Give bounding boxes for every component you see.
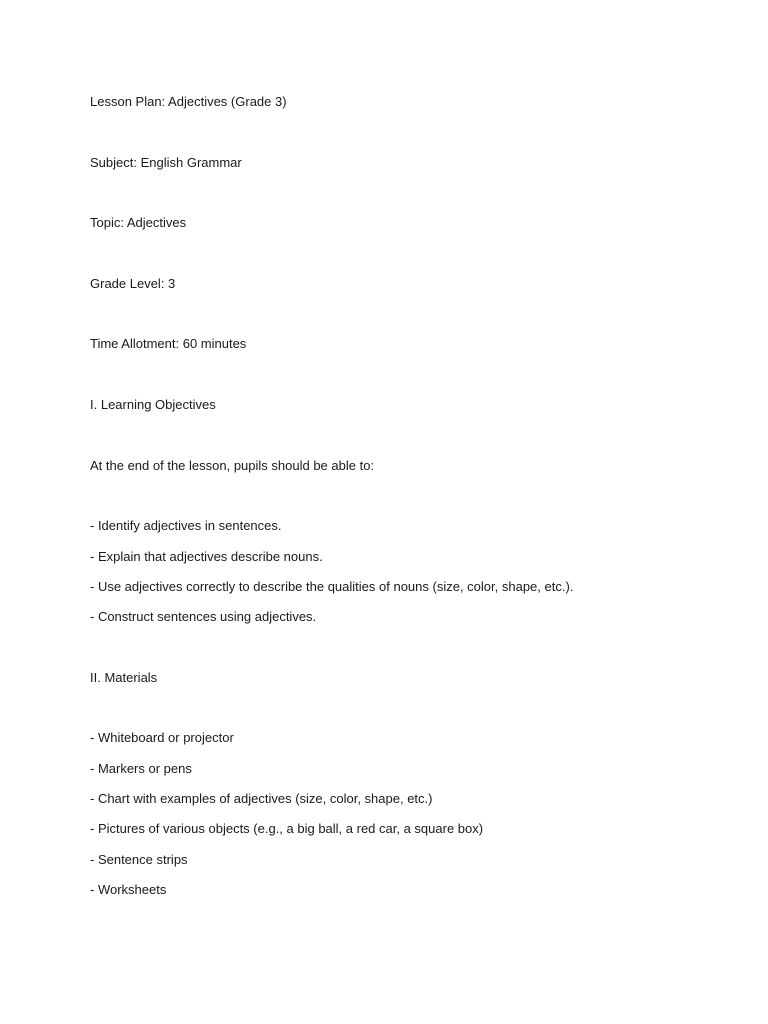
objective-item: - Explain that adjectives describe nouns.	[90, 549, 323, 564]
material-item: - Chart with examples of adjectives (size, color, shape, etc.)	[90, 791, 433, 806]
material-item: - Whiteboard or projector	[90, 730, 234, 745]
subject-line: Subject: English Grammar	[90, 155, 242, 170]
material-item: - Sentence strips	[90, 852, 188, 867]
objective-item: - Construct sentences using adjectives.	[90, 609, 317, 624]
material-item: - Pictures of various objects (e.g., a big ball, a red car, a square box)	[90, 821, 484, 836]
grade-level-line: Grade Level: 3	[90, 276, 176, 291]
document-title: Lesson Plan: Adjectives (Grade 3)	[90, 94, 287, 109]
objective-item: - Identify adjectives in sentences.	[90, 518, 282, 533]
time-allotment-line: Time Allotment: 60 minutes	[90, 336, 247, 351]
section-heading-learning-objectives: I. Learning Objectives	[90, 397, 216, 412]
objectives-intro: At the end of the lesson, pupils should be able to:	[90, 458, 375, 473]
objective-item: - Use adjectives correctly to describe the qualities of nouns (size, color, shape, etc.).	[90, 579, 574, 594]
material-item: - Worksheets	[90, 882, 167, 897]
material-item: - Markers or pens	[90, 761, 192, 776]
topic-line: Topic: Adjectives	[90, 215, 187, 230]
section-heading-materials: II. Materials	[90, 670, 158, 685]
